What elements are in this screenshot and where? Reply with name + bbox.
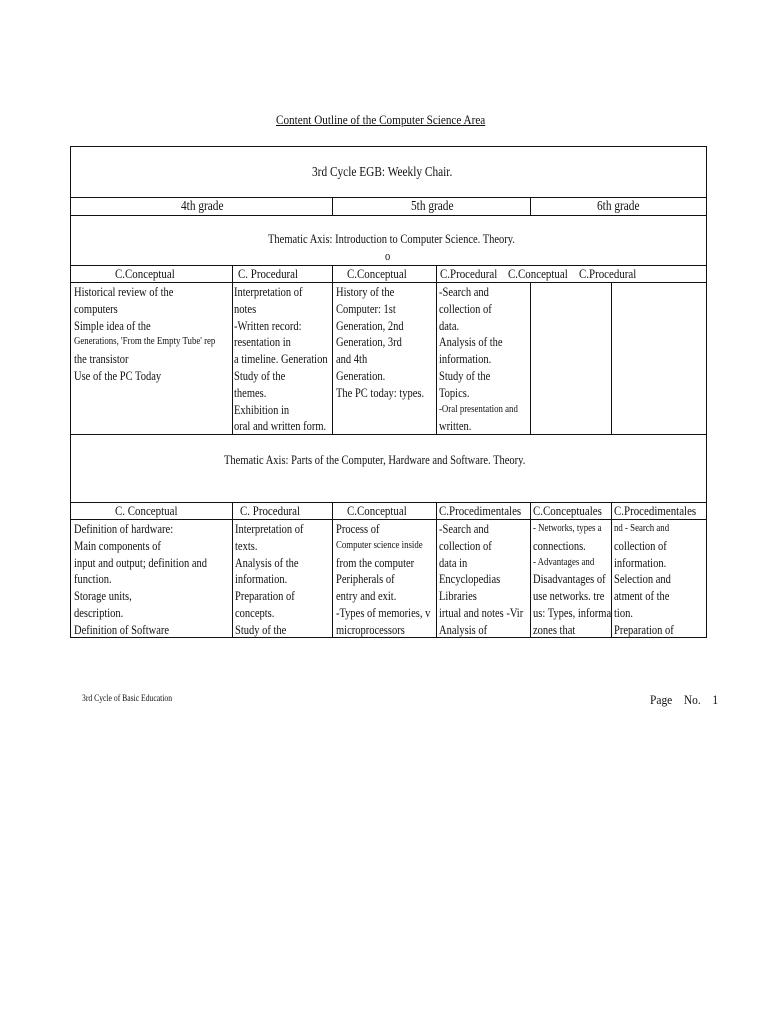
cell-line: collection of [439,301,492,316]
cell-line: input and output; definition and [74,555,207,570]
cell-line: Analysis of [439,622,488,637]
page-no-label: No. [683,692,701,707]
cell-line: -Oral presentation and [439,403,518,415]
cell-line: connections. [533,538,586,553]
cell-line: use networks. tre [533,589,605,604]
cell-line: oral and written form. [234,419,327,434]
cell-line: Computer science inside [336,539,423,551]
col-divider [530,282,531,434]
col-divider [436,502,437,638]
axis1-col4-content [439,284,518,435]
axis1-header-conceptual-5th: C.Conceptual [347,266,407,281]
cell-line: texts. [235,538,258,553]
cell-line: Simple idea of the [74,318,151,333]
axis1-header-conceptual-4th: C.Conceptual [115,266,175,281]
cell-line: microprocessors [336,622,405,637]
col-divider [530,197,531,215]
cell-line: Study of the [235,622,287,637]
cell-line: the transistor [74,352,129,367]
cell-line: Main components of [74,538,161,553]
axis2-header-conceptual-4th: C. Conceptual [115,503,178,518]
cell-line: Selection and [614,572,671,587]
cell-line: Historical review of the [74,285,174,299]
cell-line: information. [235,572,288,587]
cell-line: information. [439,352,492,367]
cell-line: nd - Search and [614,523,670,534]
cell-line: Preparation of [614,622,674,637]
cell-line: concepts. [235,605,275,620]
cell-line: -Types of memories, v [336,605,431,620]
cell-line: Analysis of the [439,335,503,350]
grade-4-header: 4th grade [181,198,224,213]
axis1-col2-content [234,284,328,435]
axis2-header-procedural-4th: C. Procedural [240,503,301,518]
cell-line: computers [74,301,118,316]
cell-line: Generation, 2nd [336,318,404,333]
page-number-label [650,692,718,708]
cell-line: data. [439,318,460,333]
cell-line: Libraries [439,589,477,604]
axis2-header-procedural-6th: C.Procedimentales [614,503,697,518]
cell-line: resentation in [234,335,291,350]
cycle-header: 3rd Cycle EGB: Weekly Chair. [312,164,453,179]
grade-5-header: 5th grade [411,198,454,213]
cell-line: Storage units, [74,589,132,604]
cell-line: irtual and notes -Vir [439,605,524,620]
cell-line: Generations, 'From the Empty Tube' rep [74,336,216,348]
axis1-col1-content [74,284,215,385]
col-divider [611,282,612,434]
cell-line: Definition of Software [74,622,170,637]
page-label: Page [650,692,673,707]
cell-line: Disadvantages of [533,572,606,587]
cell-line: Process of [336,522,380,536]
cell-line: Study of the [234,368,286,383]
cell-line: - Advantages and [533,556,595,568]
cell-line: information. [614,555,667,570]
page-number: 1 [712,692,719,707]
cell-line: themes. [234,385,267,400]
cell-line: Computer: 1st [336,301,396,316]
col-divider [530,502,531,638]
cell-line: History of the [336,285,395,299]
col-divider [232,502,233,638]
axis2-col6-content [614,521,674,639]
cell-line: Topics. [439,385,470,400]
axis2-col2-content [235,521,304,639]
col-divider [332,197,333,215]
axis2-col3-content [336,521,430,639]
cell-line: -Written record: [234,318,302,333]
document-title: Content Outline of the Computer Science Area [276,112,486,127]
col-divider [332,265,333,434]
cell-line: us: Types, informa [533,605,612,620]
axis2-col1-content [74,521,207,639]
cell-line: function. [74,572,112,587]
table-border-right [706,146,707,638]
row-divider [70,215,707,216]
cell-line: collection of [439,538,492,553]
axis2-col5-content [533,521,611,639]
cell-line: a timeline. Generation [234,352,328,367]
cell-line: Encyclopedias [439,572,501,587]
axis1-col3-content [336,284,424,402]
cell-line: The PC today: types. [336,385,425,400]
cell-line: and 4th [336,352,368,367]
cell-line: atment of the [614,589,670,604]
col-divider [611,502,612,638]
col-divider [332,502,333,638]
cell-line: written. [439,419,472,434]
cell-line: description. [74,605,124,620]
cell-line: data in [439,555,468,570]
col-divider [436,265,437,434]
footer-cycle-label: 3rd Cycle of Basic Education [82,693,173,703]
axis2-header-conceptual-5th: C.Conceptual [347,503,407,518]
axis1-header-procedural-6th: C.Procedural [579,266,637,281]
axis1-title: Thematic Axis: Introduction to Computer Science. Theory. [268,232,515,246]
cell-line: Generation, 3rd [336,335,402,350]
axis2-col4-content [439,521,523,639]
col-divider [232,265,233,434]
cell-line: Interpretation of [235,522,304,536]
cell-line: collection of [614,538,667,553]
axis1-header-procedural-4th: C. Procedural [238,266,299,281]
cell-line: Peripherals of [336,572,395,587]
cell-line: Study of the [439,368,491,383]
cell-line: Generation. [336,368,386,383]
table-border-left [70,146,71,638]
cell-line: Use of the PC Today [74,368,162,383]
axis2-header-procedural-5th: C.Procedimentales [439,503,522,518]
cell-line: Analysis of the [235,555,299,570]
cell-line: zones that [533,622,576,637]
axis1-header-procedural-5th: C.Procedural [440,266,498,281]
axis2-title: Thematic Axis: Parts of the Computer, Hardware and Software. Theory. [224,453,526,467]
cell-line: - Networks, types a [533,523,602,534]
cell-line: from the computer [336,555,415,570]
cell-line: -Search and [439,285,489,299]
cell-line: entry and exit. [336,589,397,604]
axis2-header-conceptual-6th: C.Conceptuales [533,503,602,518]
cell-line: -Search and [439,522,489,536]
cell-line: Definition of hardware: [74,522,174,536]
cell-line: Preparation of [235,589,295,604]
row-divider [70,434,707,435]
axis1-header-conceptual-6th: C.Conceptual [508,266,568,281]
cell-line: Interpretation of [234,285,303,299]
axis1-subtitle: o [385,249,391,263]
cell-line: notes [234,301,257,316]
cell-line: tion. [614,605,633,620]
grade-6-header: 6th grade [597,198,640,213]
cell-line: Exhibition in [234,402,290,417]
table-border-top [70,146,707,147]
